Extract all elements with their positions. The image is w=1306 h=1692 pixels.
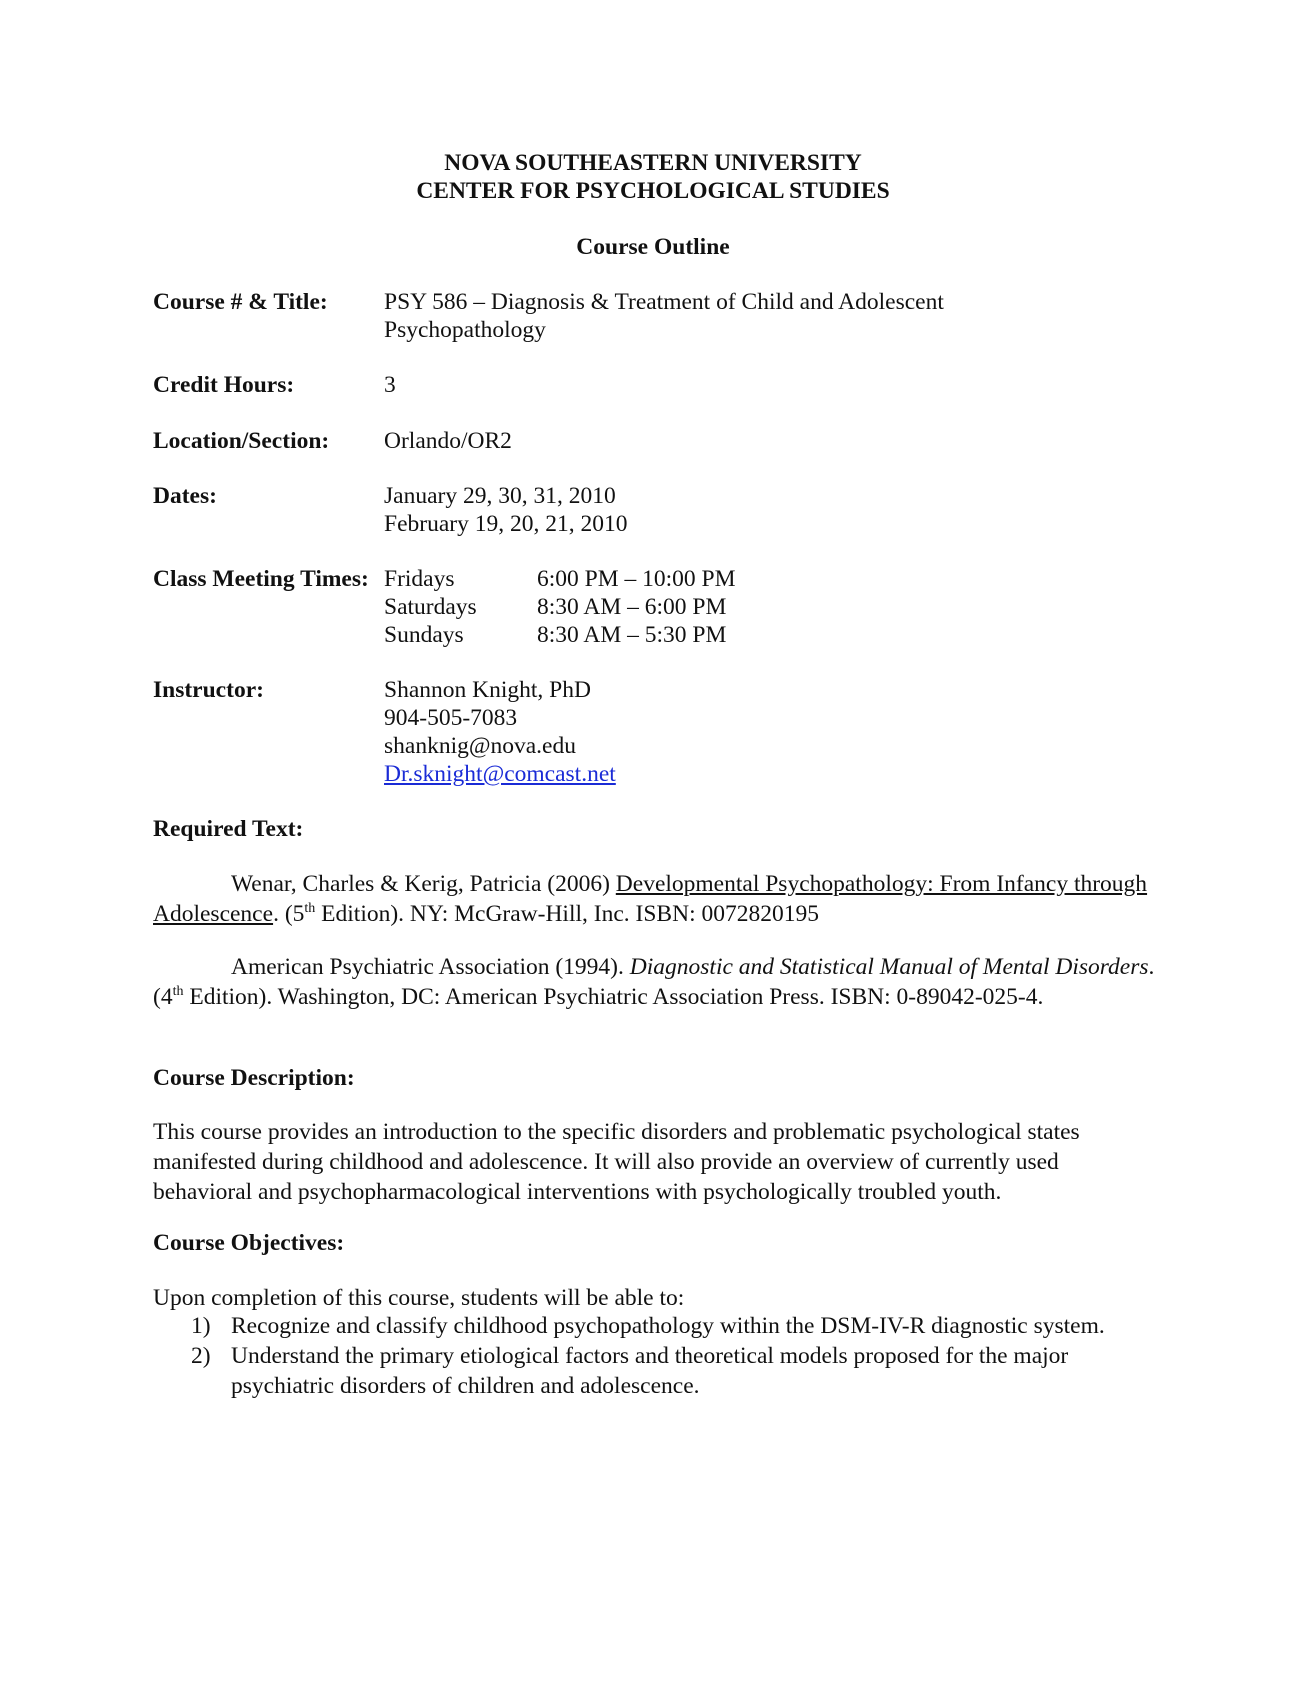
reference-apa-edition-sup: th: [172, 984, 184, 999]
objectives-list: [153, 1311, 1158, 1401]
course-objectives-heading: Course Objectives:: [153, 1230, 345, 1256]
location-label: Location/Section:: [153, 428, 330, 454]
meeting-time-fridays: 6:00 PM – 10:00 PM: [537, 566, 736, 592]
reference-apa-title: Diagnostic and Statistical Manual of Mental Disorders: [629, 954, 1149, 980]
meeting-time-saturdays: 8:30 AM – 6:00 PM: [537, 594, 727, 620]
meeting-time-sundays: 8:30 AM – 5:30 PM: [537, 622, 727, 648]
reference-wenar-title: Developmental Psychopathology: From Infancy through Adolescence: [153, 871, 1148, 927]
required-text-heading: Required Text:: [153, 816, 304, 842]
instructor-phone: 904-505-7083: [384, 705, 518, 731]
reference-apa-authors: American Psychiatric Association (1994).: [231, 954, 630, 980]
objective-text: Understand the primary etiological factors and theoretical models proposed for the major psychiatric disorders of children and adolescence.: [231, 1343, 1069, 1399]
dates-line1: January 29, 30, 31, 2010: [384, 483, 616, 509]
university-name: NOVA SOUTHEASTERN UNIVERSITY: [444, 150, 862, 176]
reference-apa: [153, 952, 1158, 1012]
course-title-line1: PSY 586 – Diagnosis & Treatment of Child and Adolescent: [384, 289, 944, 315]
reference-wenar: [153, 869, 1158, 929]
course-description-text: This course provides an introduction to the specific disorders and problematic psychological states manifested during childhood and adolescence. It will also provide an overview of currently used behavioral and psychopharmacological interventions with psychologically troubled youth.: [153, 1119, 1080, 1205]
reference-apa-edition-prefix: . (4: [153, 954, 1155, 1010]
course-title-line2: Psychopathology: [384, 317, 546, 343]
location-value: Orlando/OR2: [384, 428, 512, 454]
meeting-times-label: Class Meeting Times:: [153, 566, 369, 592]
objective-item: [153, 1341, 1158, 1401]
center-name: CENTER FOR PSYCHOLOGICAL STUDIES: [416, 178, 890, 204]
objective-number: 2): [191, 1343, 211, 1369]
instructor-name: Shannon Knight, PhD: [384, 677, 591, 703]
course-description-heading: Course Description:: [153, 1065, 355, 1091]
objective-text: Recognize and classify childhood psychopathology within the DSM-IV-R diagnostic system.: [231, 1313, 1105, 1339]
meeting-day-sundays: Sundays: [384, 622, 464, 648]
credit-hours-value: 3: [384, 372, 396, 398]
credit-hours-label: Credit Hours:: [153, 372, 295, 398]
reference-wenar-publisher: Edition). NY: McGraw-Hill, Inc. ISBN: 0072820195: [315, 901, 819, 927]
dates-line2: February 19, 20, 21, 2010: [384, 511, 628, 537]
course-title-label: Course # & Title:: [153, 289, 328, 315]
reference-wenar-edition-prefix: . (5: [273, 901, 305, 927]
objective-item: [153, 1311, 1158, 1341]
objectives-intro: Upon completion of this course, students will be able to:: [153, 1285, 685, 1311]
instructor-email-nova: shanknig@nova.edu: [384, 733, 576, 759]
instructor-email-link[interactable]: Dr.sknight@comcast.net: [384, 761, 616, 787]
reference-apa-publisher: Edition). Washington, DC: American Psychiatric Association Press. ISBN: 0-89042-025-4.: [183, 984, 1044, 1010]
document-title: Course Outline: [576, 234, 730, 260]
objective-number: 1): [191, 1313, 211, 1339]
reference-wenar-edition-sup: th: [304, 901, 316, 916]
dates-label: Dates:: [153, 483, 217, 509]
instructor-label: Instructor:: [153, 677, 264, 703]
meeting-day-saturdays: Saturdays: [384, 594, 477, 620]
reference-wenar-authors: Wenar, Charles & Kerig, Patricia (2006): [231, 871, 616, 897]
meeting-day-fridays: Fridays: [384, 566, 455, 592]
